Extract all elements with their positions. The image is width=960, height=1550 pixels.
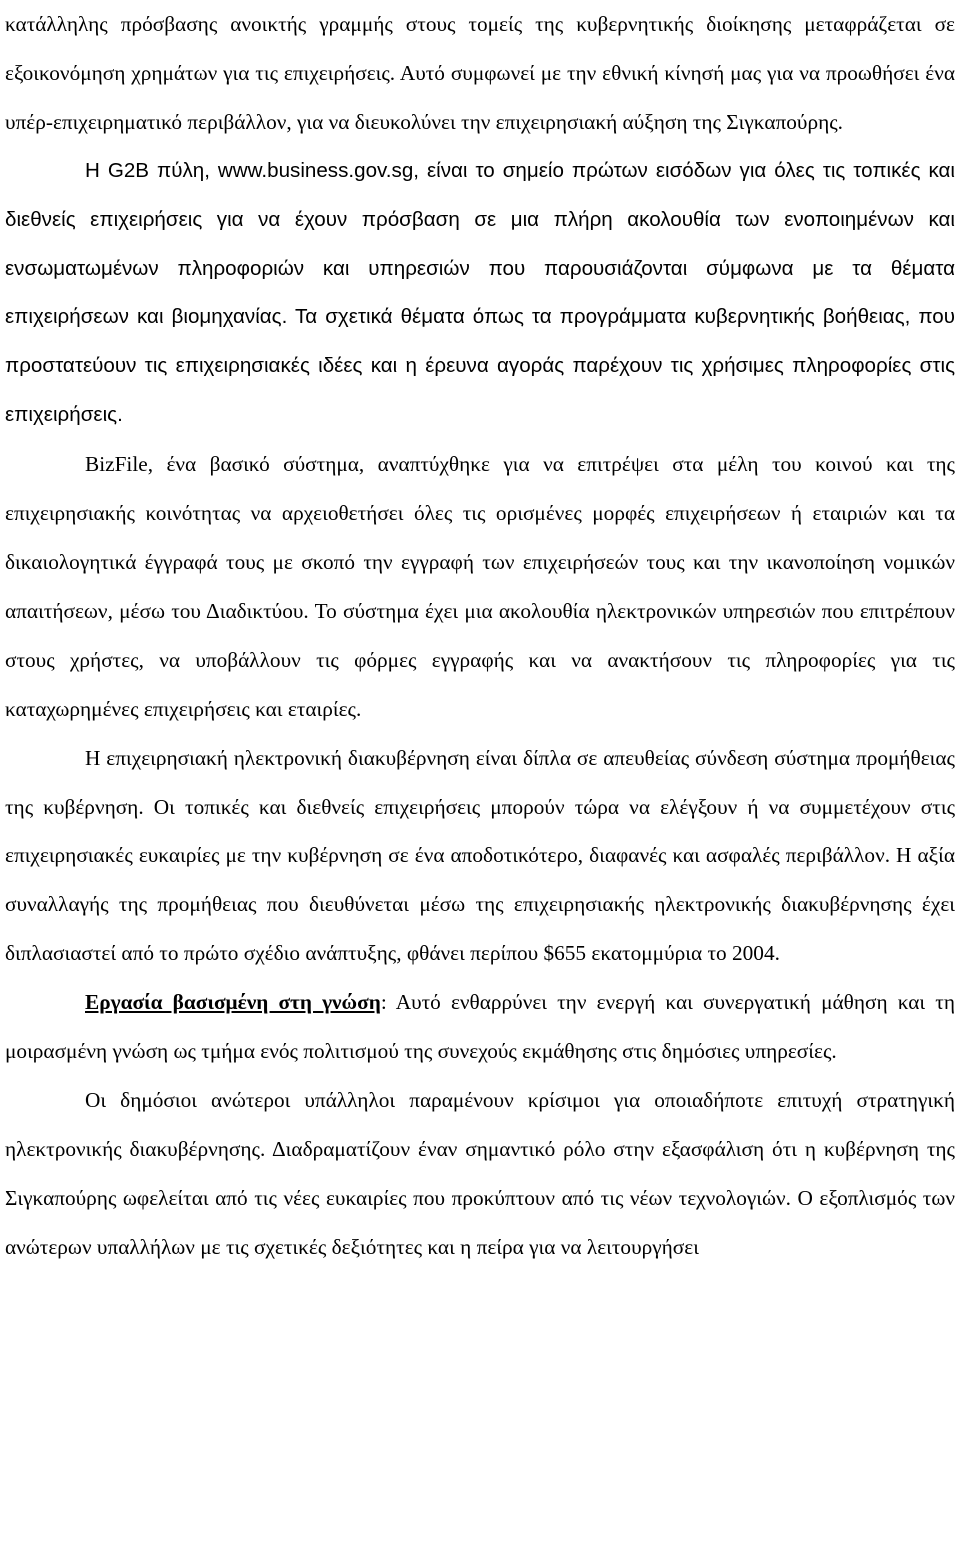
- paragraph-3: BizFile, ένα βασικό σύστημα, αναπτύχθηκε για να επιτρέψει στα μέλη του κοινού και της επιχειρησιακής κοινότητας να αρχειοθετήσει όλες τις ορισμένες μορφές επιχειρήσεων ή εταιριών και τα δικαιολογητικά έγγραφά τους με σκοπό την εγγραφή των επιχειρήσεών τους και την ικανοποίηση νομικών απαιτήσεων, μέσω του Διαδικτύου. Το σύστημα έχει μια ακολουθία ηλεκτρονικών υπηρεσιών που επιτρέπουν στους χρήστες, να υποβάλλουν τις φόρμες εγγραφής και να ανακτήσουν τις πληροφορίες για τις καταχωρημένες επιχειρήσεις και εταιρίες.: [5, 452, 955, 721]
- paragraph-4: Η επιχειρησιακή ηλεκτρονική διακυβέρνηση είναι δίπλα σε απευθείας σύνδεση σύστημα προμήθειας της κυβέρνηση. Οι τοπικές και διεθνείς επιχειρήσεις μπορούν τώρα να ελέγξουν ή να συμμετέχουν στις επιχειρησιακές ευκαιρίες με την κυβέρνηση σε ένα αποδοτικότερο, διαφανές και ασφαλές περιβάλλον. Η αξία συναλλαγής της προμήθειας που διευθύνεται μέσω της επιχειρησιακής ηλεκτρονικής διακυβέρνησης έχει διπλασιαστεί από το πρώτο σχέδιο ανάπτυξης, φθάνει περίπου $655 εκατομμύρια το 2004.: [5, 745, 955, 966]
- paragraph-5: [5, 978, 955, 1076]
- document-page: [5, 0, 955, 1272]
- paragraph-6: Οι δημόσιοι ανώτεροι υπάλληλοι παραμένουν κρίσιμοι για οποιαδήποτε επιτυχή στρατηγική ηλεκτρονικής διακυβέρνησης. Διαδραματίζουν έναν σημαντικό ρόλο στην εξασφάλιση ότι η κυβέρνηση της Σιγκαπούρης ωφελείται από τις νέες ευκαιρίες που προκύπτουν από τις νέων τεχνολογιών. Ο εξοπλισμός των ανώτερων υπαλλήλων με τις σχετικές δεξιότητες και η πείρα για να λειτουργήσει: [5, 1087, 955, 1259]
- paragraph-5-text: : Αυτό ενθαρρύνει την ενεργή και συνεργατική μάθηση και τη μοιρασμένη γνώση ως τμήμα ενός πολιτισμού της συνεχούς εκμάθησης στις δημόσιες υπηρεσίες.: [5, 990, 955, 1064]
- paragraph-1: κατάλληλης πρόσβασης ανοικτής γραμμής στους τομείς της κυβερνητικής διοίκησης μεταφράζεται σε εξοικονόμηση χρημάτων για τις επιχειρήσεις. Αυτό συμφωνεί με την εθνική κίνησή μας για να προωθήσει ένα υπέρ-επιχειρηματικό περιβάλλον, για να διευκολύνει την επιχειρησιακή αύξηση της Σιγκαπούρης.: [5, 12, 955, 134]
- heading-term: Εργασία βασισμένη στη γνώση: [85, 990, 381, 1015]
- paragraph-2: Η G2B πύλη, www.business.gov.sg, είναι το σημείο πρώτων εισόδων για όλες τις τοπικές και διεθνείς επιχειρήσεις για να έχουν πρόσβαση σε μια πλήρη ακολουθία των ενοποιημένων και ενσωματωμένων πληροφοριών και υπηρεσιών που παρουσιάζονται σύμφωνα με τα θέματα επιχειρήσεων και βιομηχανίας. Τα σχετικά θέματα όπως τα προγράμματα κυβερνητικής βοήθειας, που προστατεύουν τις επιχειρησιακές ιδέες και η έρευνα αγοράς παρέχουν τις χρήσιμες πληροφορίες στις επιχειρήσεις.: [5, 158, 955, 427]
